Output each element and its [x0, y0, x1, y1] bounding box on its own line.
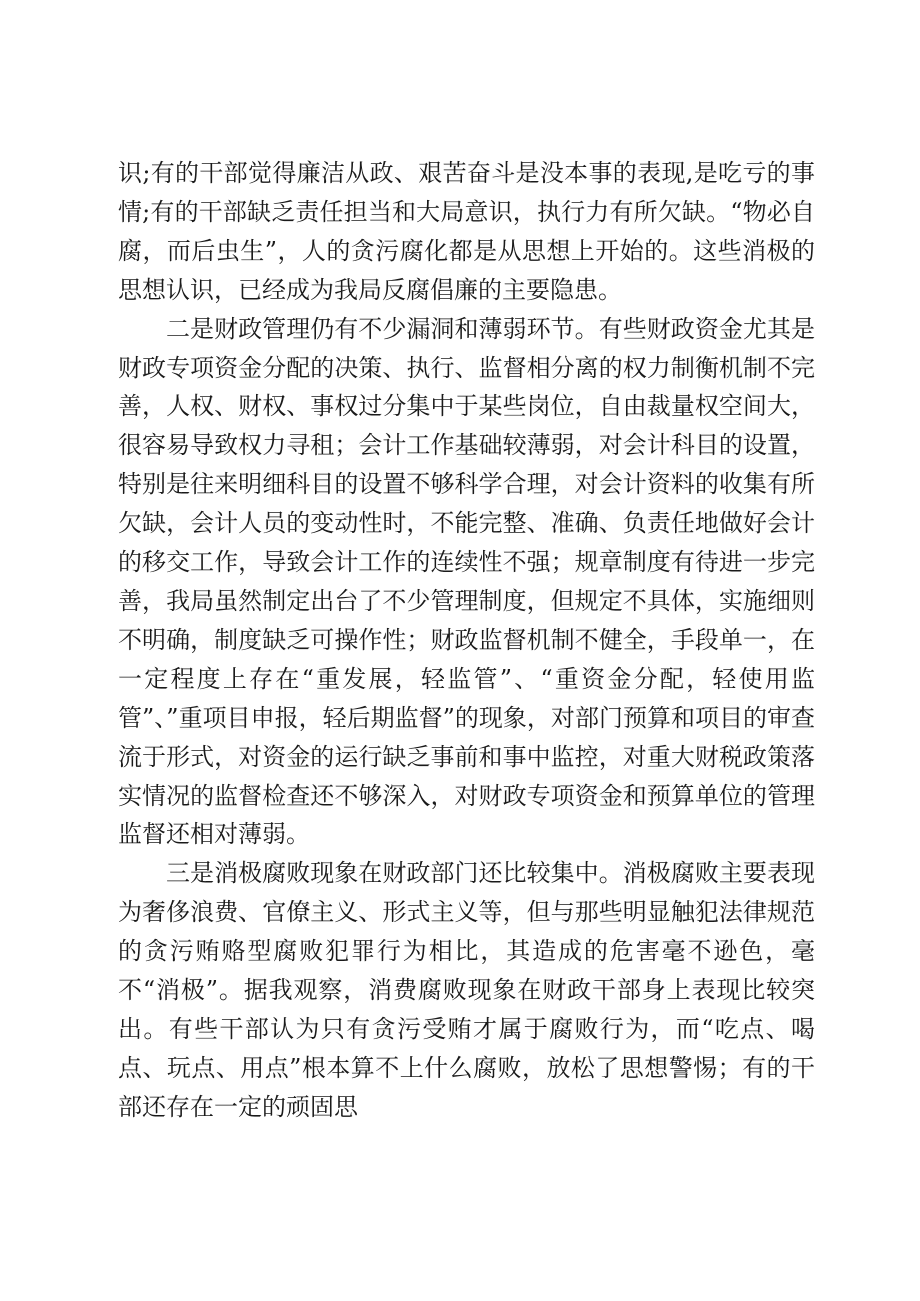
document-body [118, 154, 815, 1127]
paragraph-continuation: 识;有的干部觉得廉洁从政、艰苦奋斗是没本事的表现,是吃亏的事情;有的干部缺乏责任担当和大局意识，执行力有所欠缺。“物必自腐，而后虫生”，人的贪污腐化都是从思想上开始的。这些消极的思想认识，已经成为我局反腐倡廉的主要隐患。 [118, 159, 815, 304]
paragraph-financial-management: 二是财政管理仍有不少漏洞和薄弱环节。有些财政资金尤其是财政专项资金分配的决策、执行、监督相分离的权力制衡机制不完善，人权、财权、事权过分集中于某些岗位，自由裁量权空间大，很容易导致权力寻租；会计工作基础较薄弱，对会计科目的设置，特别是往来明细科目的设置不够科学合理，对会计资料的收集有所欠缺，会计人员的变动性时，不能完整、准确、负责任地做好会计的移交工作，导致会计工作的连续性不强；规章制度有待进一步完善，我局虽然制定出台了不少管理制度，但规定不具体，实施细则不明确，制度缺乏可操作性；财政监督机制不健全，手段单一，在一定程度上存在“重发展，轻监管”、“重资金分配，轻使用监管”、”重项目申报，轻后期监督”的现象，对部门预算和项目的审查流于形式，对资金的运行缺乏事前和事中监控，对重大财税政策落实情况的监督检查还不够深入，对财政专项资金和预算单位的管理监督还相对薄弱。 [118, 314, 815, 849]
paragraph-passive-corruption: 三是消极腐败现象在财政部门还比较集中。消极腐败主要表现为奢侈浪费、官僚主义、形式主义等，但与那些明显触犯法律规范的贪污贿赂型腐败犯罪行为相比，其造成的危害毫不逊色，毫不“消极”。据我观察，消费腐败现象在财政干部身上表现比较突出。有些干部认为只有贪污受贿才属于腐败行为，而“吃点、喝点、玩点、用点”根本算不上什么腐败，放松了思想警惕；有的干部还存在一定的顽固思 [118, 859, 815, 1121]
